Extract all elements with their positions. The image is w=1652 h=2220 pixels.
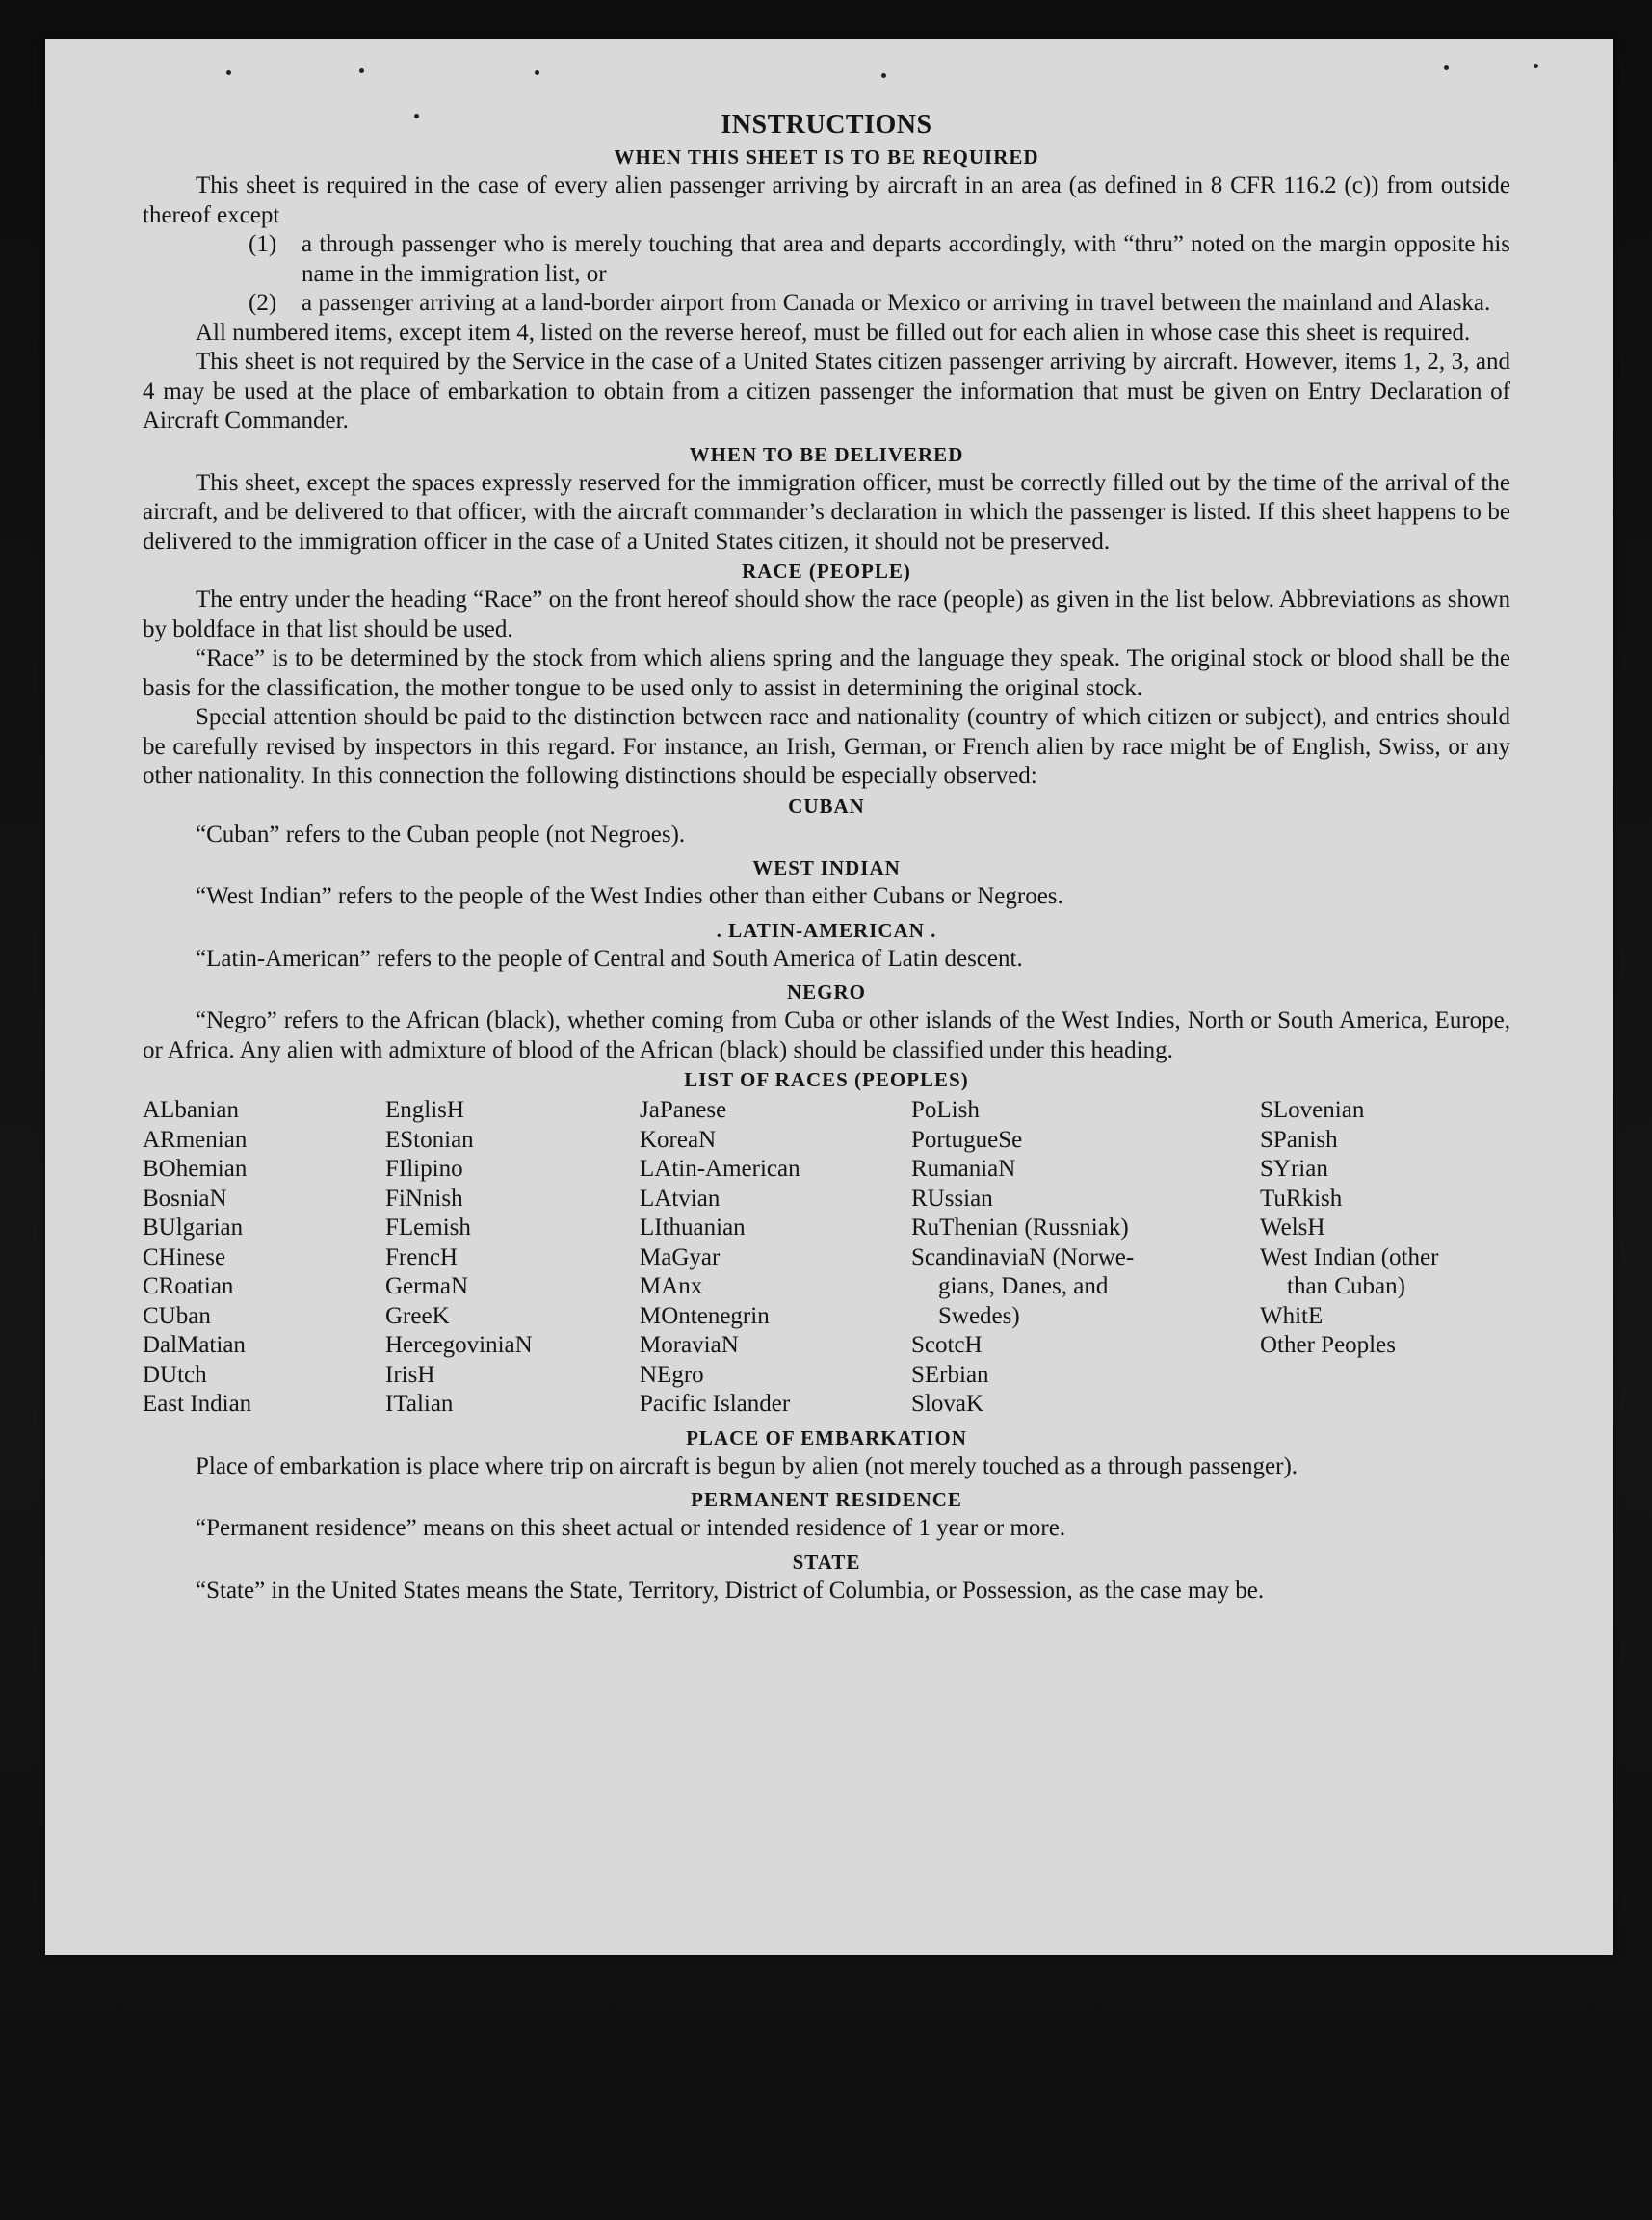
item-number: (1)	[249, 231, 277, 257]
race-entry: MoraviaN	[640, 1332, 739, 1358]
list-item	[143, 230, 1510, 289]
race-entry: BOhemian	[143, 1156, 248, 1182]
race-entry: WelsH	[1260, 1214, 1325, 1241]
race-entry: PortugueSe	[911, 1126, 1023, 1153]
race-entry: RumaniaN	[911, 1156, 1016, 1182]
race-entry: Swedes)	[938, 1302, 1020, 1329]
race-entry: GreeK	[385, 1302, 450, 1329]
race-entry: ALbanian	[143, 1097, 239, 1123]
paragraph: “Race” is to be determined by the stock from which aliens spring and the language they speak. The original stock or blood shall be the basis for the classification, the mother tongue to be used only to assist in determining the original stock.	[143, 645, 1510, 701]
race-entry: FiNnish	[385, 1185, 463, 1212]
race-entry: CUban	[143, 1302, 211, 1329]
paragraph: This sheet is required in the case of every alien passenger arriving by aircraft in an area (as defined in 8 CFR 116.2 (c)) from outside thereof except	[143, 172, 1510, 228]
race-entry: BUlgarian	[143, 1214, 244, 1241]
section-heading-negro: NEGRO	[786, 980, 866, 1004]
definition: “West Indian” refers to the people of the West Indies other than either Cubans or Negroes.	[196, 883, 1063, 909]
paragraph: This sheet, except the spaces expressly reserved for the immigration officer, must be correctly filled out by the time of the arrival of the aircraft, and be delivered to that officer, with the aircraft commander’s declaration in which the passenger is listed. If this sheet happens to be delivered to the immigration officer in the case of a United States citizen, it should not be preserved.	[143, 469, 1510, 555]
speck	[535, 70, 539, 75]
speck	[881, 73, 886, 78]
race-entry: SErbian	[911, 1361, 989, 1388]
item-number: (2)	[249, 290, 277, 316]
race-entry: MAnx	[640, 1273, 703, 1299]
race-entry: DUtch	[143, 1361, 207, 1388]
race-entry: JaPanese	[640, 1097, 727, 1123]
race-entry: EStonian	[385, 1126, 474, 1153]
race-entry: IrisH	[385, 1361, 435, 1388]
item-text: a passenger arriving at a land-border airport from Canada or Mexico or arriving in travel between the mainland and Alaska.	[302, 290, 1491, 316]
race-entry: SlovaK	[911, 1391, 983, 1417]
race-entry: West Indian (other	[1260, 1243, 1439, 1270]
section-heading-residence: PERMANENT RESIDENCE	[691, 1488, 962, 1511]
section-heading-required: WHEN THIS SHEET IS TO BE REQUIRED	[614, 145, 1039, 169]
race-entry: DalMatian	[143, 1332, 246, 1358]
race-entry: Other Peoples	[1260, 1332, 1396, 1358]
race-entry: BosniaN	[143, 1185, 227, 1212]
race-entry: NEgro	[640, 1361, 704, 1388]
item-text: a through passenger who is merely touching that area and departs accordingly, with “thru” noted on the margin opposite his name in the immigration list, or	[302, 231, 1510, 287]
race-entry: RUssian	[911, 1185, 993, 1212]
races-column	[143, 1096, 385, 1420]
race-entry: WhitE	[1260, 1302, 1324, 1329]
race-entry: PoLish	[911, 1097, 980, 1123]
race-entry: than Cuban)	[1287, 1273, 1405, 1299]
page-title: INSTRUCTIONS	[721, 110, 932, 140]
section-heading-west-indian: WEST INDIAN	[752, 856, 901, 879]
race-entry: CHinese	[143, 1243, 226, 1270]
races-column	[385, 1096, 640, 1420]
race-entry: RuThenian (Russniak)	[911, 1214, 1129, 1241]
race-entry: LIthuanian	[640, 1214, 746, 1241]
section-heading-latin-american: . LATIN-AMERICAN .	[716, 918, 937, 942]
race-entry: SPanish	[1260, 1126, 1338, 1153]
section-heading-list-of-races: LIST OF RACES (PEOPLES)	[684, 1068, 969, 1091]
definition: “Latin-American” refers to the people of Central and South America of Latin descent.	[196, 945, 1023, 972]
race-entry: SYrian	[1260, 1156, 1328, 1182]
race-entry: ARmenian	[143, 1126, 248, 1153]
race-entry: ScandinaviaN (Norwe-	[911, 1243, 1135, 1270]
race-entry: FIlipino	[385, 1156, 463, 1182]
races-column	[1260, 1096, 1510, 1420]
speck	[1444, 65, 1449, 70]
race-entry: ScotcH	[911, 1332, 983, 1358]
paragraph: “Negro” refers to the African (black), whether coming from Cuba or other islands of the West Indies, North or South America, Europe, or Africa. Any alien with admixture of blood of the African (black) should be classified under this heading.	[143, 1007, 1510, 1063]
paragraph: All numbered items, except item 4, listed on the reverse hereof, must be filled out for each alien in whose case this sheet is required.	[196, 319, 1471, 346]
race-entry: LAtin-American	[640, 1156, 800, 1182]
paragraph: “Permanent residence” means on this sheet actual or intended residence of 1 year or more.	[196, 1515, 1066, 1541]
definition: “Cuban” refers to the Cuban people (not Negroes).	[196, 821, 686, 848]
paragraph: This sheet is not required by the Service in the case of a United States citizen passenger arriving by aircraft. However, items 1, 2, 3, and 4 may be used at the place of embarkation to obtain from a citizen passenger the information that must be given on Entry Declaration of Aircraft Commander.	[143, 349, 1510, 433]
paragraph: Place of embarkation is place where trip on aircraft is begun by alien (not merely touched as a through passenger).	[196, 1452, 1298, 1479]
race-entry: gians, Danes, and	[938, 1273, 1109, 1299]
section-heading-delivered: WHEN TO BE DELIVERED	[689, 442, 964, 466]
race-entry: KoreaN	[640, 1126, 717, 1153]
race-entry: HercegoviniaN	[385, 1332, 533, 1358]
speck	[1534, 64, 1538, 68]
instructions-content	[143, 108, 1510, 1606]
race-entry: EnglisH	[385, 1097, 464, 1123]
section-heading-embarkation: PLACE OF EMBARKATION	[686, 1425, 967, 1450]
paragraph: Special attention should be paid to the distinction between race and nationality (country of which citizen or subject), and entries should be carefully revised by inspectors in this regard. For instance, an Irish, German, or French alien by race might be of English, Swiss, or any other nationality. In this connection the following distinctions should be especially observed:	[143, 704, 1510, 789]
race-entry: MaGyar	[640, 1243, 721, 1270]
section-heading-cuban: CUBAN	[788, 794, 865, 818]
paragraph: The entry under the heading “Race” on the front hereof should show the race (people) as given in the list below. Abbreviations as shown by boldface in that list should be used.	[143, 587, 1510, 642]
speck	[226, 70, 231, 75]
races-table	[143, 1096, 1510, 1420]
speck	[359, 68, 364, 73]
race-entry: Pacific Islander	[640, 1391, 791, 1417]
section-heading-race: RACE (PEOPLE)	[742, 560, 911, 583]
race-entry: East Indian	[143, 1391, 252, 1417]
race-entry: MOntenegrin	[640, 1302, 770, 1329]
race-entry: FrencH	[385, 1243, 458, 1270]
races-column	[911, 1096, 1260, 1420]
race-entry: ITalian	[385, 1391, 454, 1417]
race-entry: FLemish	[385, 1214, 471, 1241]
race-entry: GermaN	[385, 1273, 469, 1299]
races-column	[640, 1096, 911, 1420]
section-heading-state: STATE	[792, 1550, 861, 1574]
race-entry: TuRkish	[1260, 1185, 1343, 1212]
race-entry: SLovenian	[1260, 1097, 1365, 1123]
race-entry: LAtvian	[640, 1185, 721, 1212]
list-item	[143, 289, 1510, 319]
race-entry: CRoatian	[143, 1273, 234, 1299]
paragraph: “State” in the United States means the State, Territory, District of Columbia, or Possession, as the case may be.	[196, 1577, 1265, 1604]
